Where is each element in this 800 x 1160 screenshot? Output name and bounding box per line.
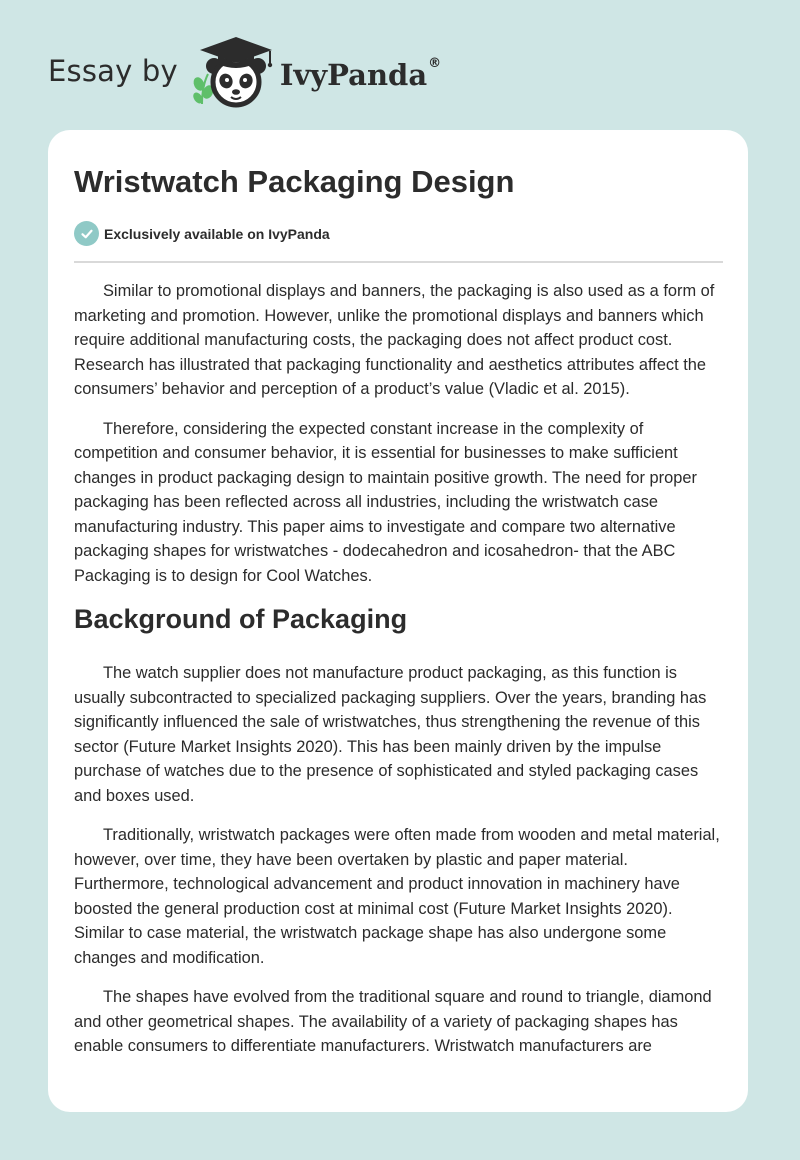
essay-body <box>74 279 723 1074</box>
paragraph: Traditionally, wristwatch packages were often made from wooden and metal material, however, over time, they have been overtaken by plastic and paper material. Furthermore, technological advancement and product innovation in machinery have boosted the general production cost at minimal cost (Future Market Insights 2020). Similar to case material, the wristwatch package shape has also undergone some changes and modification. <box>74 826 720 967</box>
brand-name-text: IvyPanda <box>279 58 428 92</box>
exclusive-badge <box>74 221 330 246</box>
exclusive-badge-text: Exclusively available on IvyPanda <box>104 225 330 242</box>
paragraph: The watch supplier does not manufacture product packaging, as this function is usually subcontracted to specialized packaging suppliers. Over the years, branding has significantly influenced the sale of wristwatches, thus strengthening the revenue of this sector (Future Market Insights 2020). This has been mainly driven by the impulse purchase of watches due to the presence of sophisticated and styled packaging cases and boxes used. <box>74 664 707 805</box>
paragraph: Similar to promotional displays and banners, the packaging is also used as a form of marketing and promotion. However, unlike the promotional displays and banners which require additional manufacturing costs, the packaging does not affect product cost. Research has illustrated that packaging functionality and aesthetics attributes affect the consumers’ behavior and perception of a product’s value (Vladic et al. 2015). <box>74 282 715 398</box>
essay-title: Wristwatch Packaging Design <box>74 164 515 199</box>
essay-card <box>48 130 748 1112</box>
brand-name[interactable] <box>280 58 441 92</box>
panda-logo-icon[interactable] <box>186 34 278 114</box>
paragraph: The shapes have evolved from the traditional square and round to triangle, diamond and other geometrical shapes. The availability of a variety of packaging shapes has enable consumers to differentiate manufacturers. Wristwatch manufacturers are <box>74 988 712 1055</box>
registered-mark: ® <box>428 56 442 71</box>
paragraph: Therefore, considering the expected constant increase in the complexity of competition and consumer behavior, it is essential for businesses to make sufficient changes in product packaging design to maintain positive growth. The need for proper packaging has been reflected across all industries, including the wristwatch case manufacturing industry. This paper aims to investigate and compare two alternative packaging shapes for wristwatches - dodecahedron and icosahedron- that the ABC Packaging is to design for Cool Watches. <box>74 419 697 585</box>
site-header <box>48 34 441 114</box>
divider <box>74 261 723 263</box>
check-icon <box>74 221 99 246</box>
essay-by-label: Essay by <box>48 54 178 88</box>
section-heading: Background of Packaging <box>74 604 408 634</box>
